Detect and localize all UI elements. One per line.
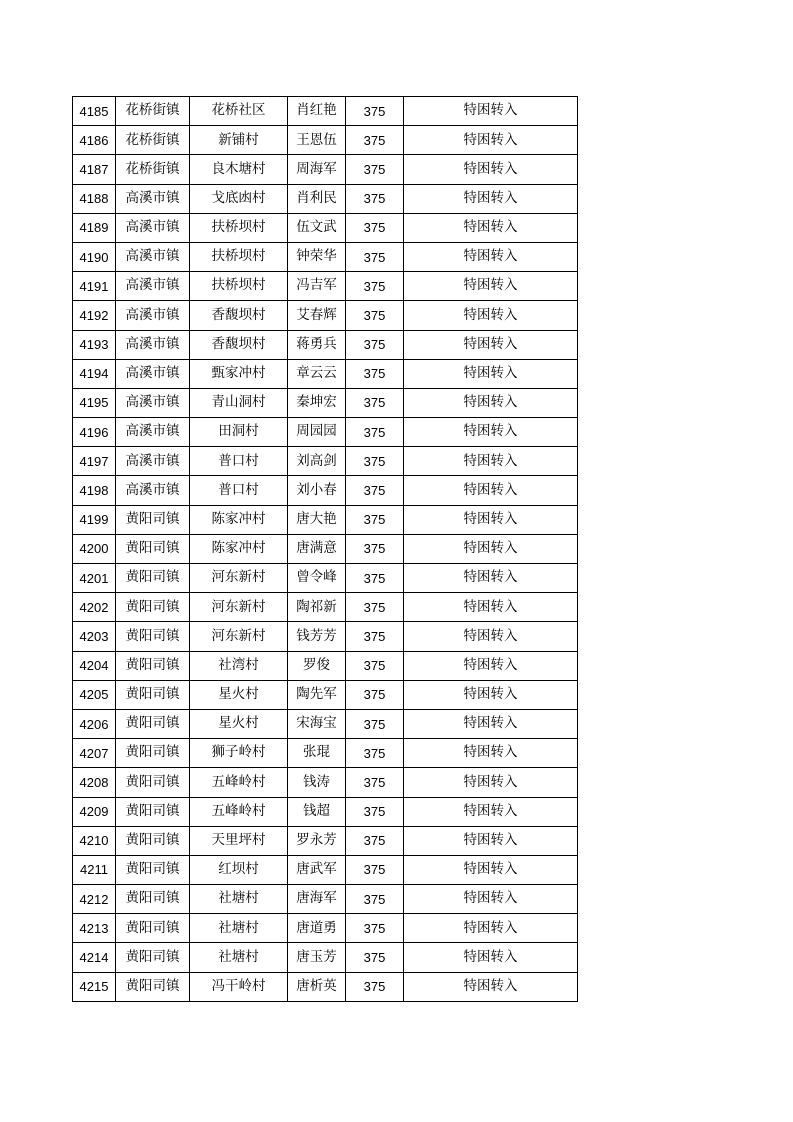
cell-village: 良木塘村 (190, 155, 288, 184)
cell-person-name: 唐道勇 (288, 914, 346, 943)
cell-serial-number: 4209 (73, 797, 116, 826)
cell-amount: 375 (346, 388, 404, 417)
cell-serial-number: 4194 (73, 359, 116, 388)
table-row (73, 651, 578, 680)
cell-town: 高溪市镇 (116, 476, 190, 505)
cell-amount: 375 (346, 943, 404, 972)
cell-note: 特困转入 (404, 213, 578, 242)
cell-person-name: 唐满意 (288, 534, 346, 563)
cell-note: 特困转入 (404, 914, 578, 943)
cell-serial-number: 4201 (73, 564, 116, 593)
cell-town: 高溪市镇 (116, 447, 190, 476)
cell-amount: 375 (346, 242, 404, 271)
cell-note: 特困转入 (404, 418, 578, 447)
cell-person-name: 唐海军 (288, 885, 346, 914)
cell-person-name: 陶先军 (288, 680, 346, 709)
cell-amount: 375 (346, 97, 404, 126)
cell-serial-number: 4187 (73, 155, 116, 184)
cell-village: 陈家冲村 (190, 505, 288, 534)
cell-amount: 375 (346, 651, 404, 680)
cell-village: 河东新村 (190, 622, 288, 651)
cell-town: 黄阳司镇 (116, 680, 190, 709)
cell-serial-number: 4188 (73, 184, 116, 213)
cell-note: 特困转入 (404, 534, 578, 563)
cell-village: 田洞村 (190, 418, 288, 447)
cell-town: 高溪市镇 (116, 213, 190, 242)
cell-note: 特困转入 (404, 972, 578, 1001)
cell-amount: 375 (346, 155, 404, 184)
cell-note: 特困转入 (404, 272, 578, 301)
cell-town: 黄阳司镇 (116, 709, 190, 738)
cell-town: 高溪市镇 (116, 359, 190, 388)
cell-amount: 375 (346, 272, 404, 301)
cell-town: 黄阳司镇 (116, 593, 190, 622)
cell-village: 新铺村 (190, 126, 288, 155)
cell-note: 特困转入 (404, 622, 578, 651)
cell-amount: 375 (346, 213, 404, 242)
cell-town: 黄阳司镇 (116, 768, 190, 797)
cell-serial-number: 4213 (73, 914, 116, 943)
cell-amount: 375 (346, 855, 404, 884)
cell-person-name: 唐武军 (288, 855, 346, 884)
cell-village: 冯干岭村 (190, 972, 288, 1001)
cell-serial-number: 4206 (73, 709, 116, 738)
cell-person-name: 冯吉军 (288, 272, 346, 301)
cell-person-name: 伍文武 (288, 213, 346, 242)
cell-town: 高溪市镇 (116, 242, 190, 271)
table-row (73, 418, 578, 447)
cell-serial-number: 4211 (73, 855, 116, 884)
cell-serial-number: 4198 (73, 476, 116, 505)
table-row (73, 972, 578, 1001)
cell-person-name: 艾春辉 (288, 301, 346, 330)
cell-village: 社塘村 (190, 914, 288, 943)
table-row (73, 301, 578, 330)
cell-serial-number: 4191 (73, 272, 116, 301)
cell-town: 高溪市镇 (116, 418, 190, 447)
table-row (73, 622, 578, 651)
cell-village: 陈家冲村 (190, 534, 288, 563)
cell-serial-number: 4197 (73, 447, 116, 476)
table-row (73, 184, 578, 213)
cell-town: 高溪市镇 (116, 388, 190, 417)
table-row (73, 768, 578, 797)
cell-town: 黄阳司镇 (116, 651, 190, 680)
cell-note: 特困转入 (404, 943, 578, 972)
cell-amount: 375 (346, 972, 404, 1001)
cell-town: 黄阳司镇 (116, 943, 190, 972)
cell-note: 特困转入 (404, 388, 578, 417)
cell-amount: 375 (346, 418, 404, 447)
cell-town: 黄阳司镇 (116, 534, 190, 563)
cell-village: 天里坪村 (190, 826, 288, 855)
cell-person-name: 周海军 (288, 155, 346, 184)
cell-village: 普口村 (190, 447, 288, 476)
cell-note: 特困转入 (404, 826, 578, 855)
cell-note: 特困转入 (404, 593, 578, 622)
table-row (73, 330, 578, 359)
cell-amount: 375 (346, 534, 404, 563)
cell-amount: 375 (346, 359, 404, 388)
cell-village: 社塘村 (190, 885, 288, 914)
cell-town: 黄阳司镇 (116, 972, 190, 1001)
cell-town: 黄阳司镇 (116, 505, 190, 534)
table-row (73, 564, 578, 593)
cell-note: 特困转入 (404, 885, 578, 914)
cell-village: 社湾村 (190, 651, 288, 680)
table-row (73, 126, 578, 155)
records-table (72, 96, 578, 1002)
cell-town: 高溪市镇 (116, 330, 190, 359)
table-row (73, 797, 578, 826)
cell-person-name: 唐析英 (288, 972, 346, 1001)
cell-note: 特困转入 (404, 768, 578, 797)
cell-note: 特困转入 (404, 447, 578, 476)
cell-amount: 375 (346, 301, 404, 330)
cell-note: 特困转入 (404, 739, 578, 768)
cell-serial-number: 4186 (73, 126, 116, 155)
cell-person-name: 蒋勇兵 (288, 330, 346, 359)
cell-person-name: 周园园 (288, 418, 346, 447)
cell-amount: 375 (346, 184, 404, 213)
records-table-body (73, 97, 578, 1002)
cell-village: 河东新村 (190, 593, 288, 622)
cell-person-name: 钱超 (288, 797, 346, 826)
cell-village: 香馥坝村 (190, 330, 288, 359)
table-row (73, 709, 578, 738)
table-row (73, 593, 578, 622)
cell-amount: 375 (346, 593, 404, 622)
cell-person-name: 曾令峰 (288, 564, 346, 593)
cell-amount: 375 (346, 126, 404, 155)
cell-note: 特困转入 (404, 330, 578, 359)
cell-village: 香馥坝村 (190, 301, 288, 330)
cell-town: 花桥街镇 (116, 97, 190, 126)
cell-person-name: 刘小春 (288, 476, 346, 505)
cell-village: 青山洞村 (190, 388, 288, 417)
cell-person-name: 肖利民 (288, 184, 346, 213)
table-row (73, 97, 578, 126)
cell-serial-number: 4210 (73, 826, 116, 855)
cell-person-name: 秦坤宏 (288, 388, 346, 417)
table-row (73, 213, 578, 242)
cell-amount: 375 (346, 447, 404, 476)
cell-serial-number: 4189 (73, 213, 116, 242)
cell-serial-number: 4200 (73, 534, 116, 563)
cell-serial-number: 4208 (73, 768, 116, 797)
cell-amount: 375 (346, 826, 404, 855)
cell-serial-number: 4185 (73, 97, 116, 126)
cell-note: 特困转入 (404, 301, 578, 330)
cell-person-name: 肖红艳 (288, 97, 346, 126)
cell-person-name: 钱涛 (288, 768, 346, 797)
table-row (73, 739, 578, 768)
cell-serial-number: 4202 (73, 593, 116, 622)
cell-person-name: 钱芳芳 (288, 622, 346, 651)
cell-serial-number: 4207 (73, 739, 116, 768)
table-row (73, 447, 578, 476)
cell-town: 花桥街镇 (116, 155, 190, 184)
cell-amount: 375 (346, 505, 404, 534)
document-sheet (72, 96, 578, 1002)
cell-town: 黄阳司镇 (116, 826, 190, 855)
cell-town: 黄阳司镇 (116, 855, 190, 884)
cell-serial-number: 4190 (73, 242, 116, 271)
cell-village: 星火村 (190, 709, 288, 738)
cell-village: 红坝村 (190, 855, 288, 884)
cell-town: 高溪市镇 (116, 184, 190, 213)
table-row (73, 680, 578, 709)
cell-amount: 375 (346, 680, 404, 709)
cell-note: 特困转入 (404, 797, 578, 826)
cell-town: 黄阳司镇 (116, 885, 190, 914)
cell-serial-number: 4196 (73, 418, 116, 447)
cell-note: 特困转入 (404, 855, 578, 884)
cell-village: 扶桥坝村 (190, 272, 288, 301)
cell-person-name: 罗永芳 (288, 826, 346, 855)
cell-town: 高溪市镇 (116, 301, 190, 330)
cell-person-name: 宋海宝 (288, 709, 346, 738)
cell-amount: 375 (346, 476, 404, 505)
cell-amount: 375 (346, 330, 404, 359)
cell-amount: 375 (346, 564, 404, 593)
table-row (73, 242, 578, 271)
cell-serial-number: 4192 (73, 301, 116, 330)
cell-note: 特困转入 (404, 155, 578, 184)
cell-person-name: 刘高剑 (288, 447, 346, 476)
cell-note: 特困转入 (404, 709, 578, 738)
table-row (73, 914, 578, 943)
table-row (73, 155, 578, 184)
cell-amount: 375 (346, 768, 404, 797)
cell-amount: 375 (346, 914, 404, 943)
cell-amount: 375 (346, 709, 404, 738)
cell-amount: 375 (346, 797, 404, 826)
cell-person-name: 章云云 (288, 359, 346, 388)
cell-serial-number: 4195 (73, 388, 116, 417)
table-row (73, 476, 578, 505)
cell-note: 特困转入 (404, 359, 578, 388)
cell-town: 黄阳司镇 (116, 739, 190, 768)
cell-town: 黄阳司镇 (116, 797, 190, 826)
cell-village: 普口村 (190, 476, 288, 505)
cell-person-name: 钟荣华 (288, 242, 346, 271)
cell-village: 五峰岭村 (190, 797, 288, 826)
cell-note: 特困转入 (404, 651, 578, 680)
cell-person-name: 唐大艳 (288, 505, 346, 534)
table-row (73, 359, 578, 388)
cell-note: 特困转入 (404, 680, 578, 709)
cell-note: 特困转入 (404, 184, 578, 213)
table-row (73, 534, 578, 563)
cell-village: 扶桥坝村 (190, 213, 288, 242)
cell-village: 星火村 (190, 680, 288, 709)
cell-serial-number: 4193 (73, 330, 116, 359)
cell-serial-number: 4215 (73, 972, 116, 1001)
cell-village: 扶桥坝村 (190, 242, 288, 271)
cell-town: 黄阳司镇 (116, 622, 190, 651)
table-row (73, 272, 578, 301)
cell-serial-number: 4199 (73, 505, 116, 534)
cell-town: 黄阳司镇 (116, 914, 190, 943)
cell-village: 花桥社区 (190, 97, 288, 126)
cell-amount: 375 (346, 622, 404, 651)
cell-village: 社塘村 (190, 943, 288, 972)
cell-person-name: 唐玉芳 (288, 943, 346, 972)
cell-village: 戈底凼村 (190, 184, 288, 213)
cell-person-name: 王恩伍 (288, 126, 346, 155)
cell-town: 花桥街镇 (116, 126, 190, 155)
cell-village: 狮子岭村 (190, 739, 288, 768)
table-row (73, 505, 578, 534)
cell-note: 特困转入 (404, 97, 578, 126)
cell-note: 特困转入 (404, 126, 578, 155)
table-row (73, 388, 578, 417)
cell-amount: 375 (346, 739, 404, 768)
cell-serial-number: 4203 (73, 622, 116, 651)
cell-village: 五峰岭村 (190, 768, 288, 797)
table-row (73, 943, 578, 972)
cell-town: 高溪市镇 (116, 272, 190, 301)
cell-village: 河东新村 (190, 564, 288, 593)
table-row (73, 826, 578, 855)
table-row (73, 885, 578, 914)
cell-serial-number: 4212 (73, 885, 116, 914)
cell-note: 特困转入 (404, 242, 578, 271)
cell-note: 特困转入 (404, 476, 578, 505)
cell-person-name: 陶祁新 (288, 593, 346, 622)
cell-town: 黄阳司镇 (116, 564, 190, 593)
cell-village: 甄家冲村 (190, 359, 288, 388)
table-row (73, 855, 578, 884)
cell-serial-number: 4204 (73, 651, 116, 680)
cell-note: 特困转入 (404, 505, 578, 534)
cell-serial-number: 4214 (73, 943, 116, 972)
cell-serial-number: 4205 (73, 680, 116, 709)
cell-person-name: 罗俊 (288, 651, 346, 680)
cell-amount: 375 (346, 885, 404, 914)
cell-note: 特困转入 (404, 564, 578, 593)
cell-person-name: 张琨 (288, 739, 346, 768)
